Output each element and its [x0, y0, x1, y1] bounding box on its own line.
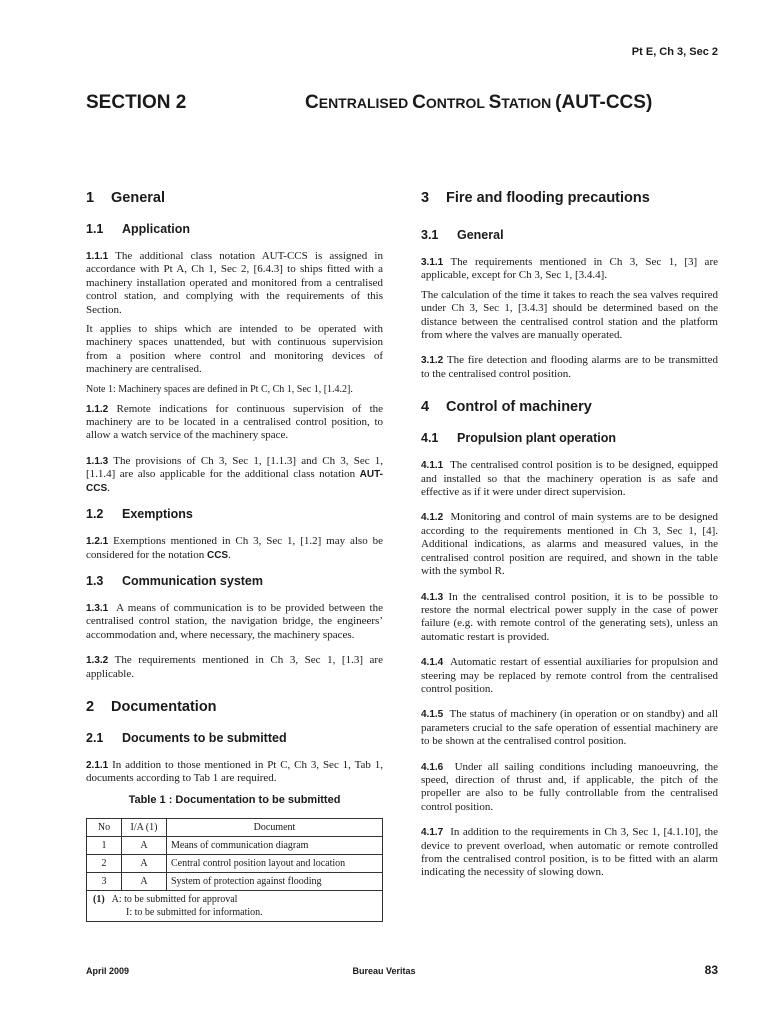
para-3-1-1: 3.1.1 The requirements mentioned in Ch 3, Sec 1, [3] are applicable, except for Ch 3, Sec 1, [3.4.4]. [421, 256, 718, 282]
heading-1-3: 1.3 Communication system [86, 573, 264, 588]
documentation-table [86, 818, 383, 922]
footer-date: April 2009 [86, 966, 130, 976]
para-3-1-2: 3.1.2 The fire detection and flooding alarms are to be transmitted to the centralised control position. [421, 354, 718, 380]
table-row: 1 A Means of communication diagram [87, 836, 383, 854]
para-1-3-1: 1.3.1 A means of communication is to be provided between the centralised control station, the navigation bridge, the engineers’ accommodation and, where necessary, the machinery spaces. [86, 601, 383, 641]
para-1-1-1: 1.1.1 The additional class notation AUT-CCS is assigned in accordance with Pt A, Ch 1, Sec 2, [6.4.3] to ships fitted with a machinery installation operated and monitored from a centralised control station, and complying with the requirements of this Section. [86, 250, 383, 316]
heading-4-1: 4.1 Propulsion plant operation [421, 431, 617, 446]
heading-2-1: 2.1 Documents to be submitted [86, 730, 287, 745]
para-1-1-2: 1.1.2 Remote indications for continuous supervision of the machinery are to be located in a centralised control position, to allow a watch service of the machinery space. [86, 402, 384, 442]
col-header-ia: I/A (1) [122, 818, 167, 836]
note-1: Note 1: Machinery spaces are defined in Pt C, Ch 1, Sec 1, [1.4.2]. [86, 383, 353, 395]
para-4-1-6: 4.1.6 Under all sailing conditions including manoeuvring, the speed, direction of thrust and, if applicable, the pitch of the propeller are also to be fully controllable from the centralised control position. [421, 760, 718, 813]
para-2-1-1: 2.1.1 In addition to those mentioned in Pt C, Ch 3, Sec 1, Tab 1, documents according to Tab 1 are required. [86, 758, 384, 785]
col-header-no: No [87, 818, 122, 836]
table-notes: (1) A: to be submitted for approval I: to be submitted for information. [87, 890, 383, 921]
para-1-1-1-cont: It applies to ships which are intended to be operated with machinery spaces unattended, but with continuous supervision from a position where control and monitoring devices of machinery are centralised. [86, 323, 383, 376]
footer-page-number: 83 [704, 963, 718, 977]
para-4-1-5: 4.1.5 The status of machinery (in operation or on standby) and all parameters crucial to the safe operation of essential machinery are to be shown at the centralised control position. [421, 708, 718, 748]
para-4-1-7: 4.1.7 In addition to the requirements in Ch 3, Sec 1, [4.1.10], the device to prevent overload, when automatic or remote controlled from the centralised control position, is to be fitted with an alarm indicating the necessity of slowing down. [421, 826, 719, 879]
section-title: CENTRALISED CONTROL STATION (AUT-CCS) [305, 92, 653, 113]
para-1-2-1: 1.2.1 Exemptions mentioned in Ch 3, Sec 1, [1.2] may also be considered for the notation CCS. [86, 535, 383, 561]
heading-1-1: 1.1 Application [86, 222, 191, 236]
para-4-1-1: 4.1.1 The centralised control position is to be designed, equipped and installed so that the machinery operation is as safe and effective as if it were under direct supervision. [421, 459, 718, 499]
heading-4: 4 Control of machinery [421, 399, 592, 416]
heading-3-1: 3.1 General [421, 228, 504, 242]
para-3-1-1-cont: The calculation of the time it takes to reach the sea valves required under Ch 3, Sec 1, [3.4.3] should be determined based on the distance between the centralised control station and the platform from where the valves are manually operated. [421, 288, 718, 342]
table-row: 2 A Central control position layout and location [87, 854, 383, 872]
heading-1-2: 1.2 Exemptions [86, 507, 193, 522]
table-caption: Table 1 : Documentation to be submitted [128, 793, 341, 806]
col-header-document: Document [167, 818, 383, 836]
heading-1: 1 General [86, 190, 165, 206]
section-number: SECTION 2 [86, 92, 187, 113]
page-header-reference: Pt E, Ch 3, Sec 2 [631, 46, 718, 58]
para-4-1-3: 4.1.3 In the centralised control position, it is to be possible to restore the normal electrical power supply in the case of power failure (e.g. with remote control of the generating sets), unless an automatic restart is provided. [421, 590, 719, 643]
para-4-1-4: 4.1.4 Automatic restart of essential auxiliaries for propulsion and steering may be replaced by remote control from the centralised control position. [421, 656, 718, 695]
para-1-3-2: 1.3.2 The requirements mentioned in Ch 3, Sec 1, [1.3] are applicable. [86, 654, 383, 680]
para-1-1-3: 1.1.3 The provisions of Ch 3, Sec 1, [1.1.3] and Ch 3, Sec 1, [1.1.4] are also applicable for the additional class notation AUT-CCS. [86, 454, 384, 494]
right-column [421, 190, 718, 886]
heading-2: 2 Documentation [86, 698, 217, 715]
left-column [86, 190, 383, 922]
table-row: 3 A System of protection against flooding [87, 872, 383, 890]
para-4-1-2: 4.1.2 Monitoring and control of main systems are to be designed according to the requirements mentioned in Ch 3, Sec 1, [4]. Additional indications, as alarms and measured values, in the centralised control position are required, and shown in the table with the symbol R. [421, 511, 718, 578]
heading-3: 3 Fire and flooding precautions [421, 190, 650, 206]
footer-publisher: Bureau Veritas [352, 966, 416, 976]
